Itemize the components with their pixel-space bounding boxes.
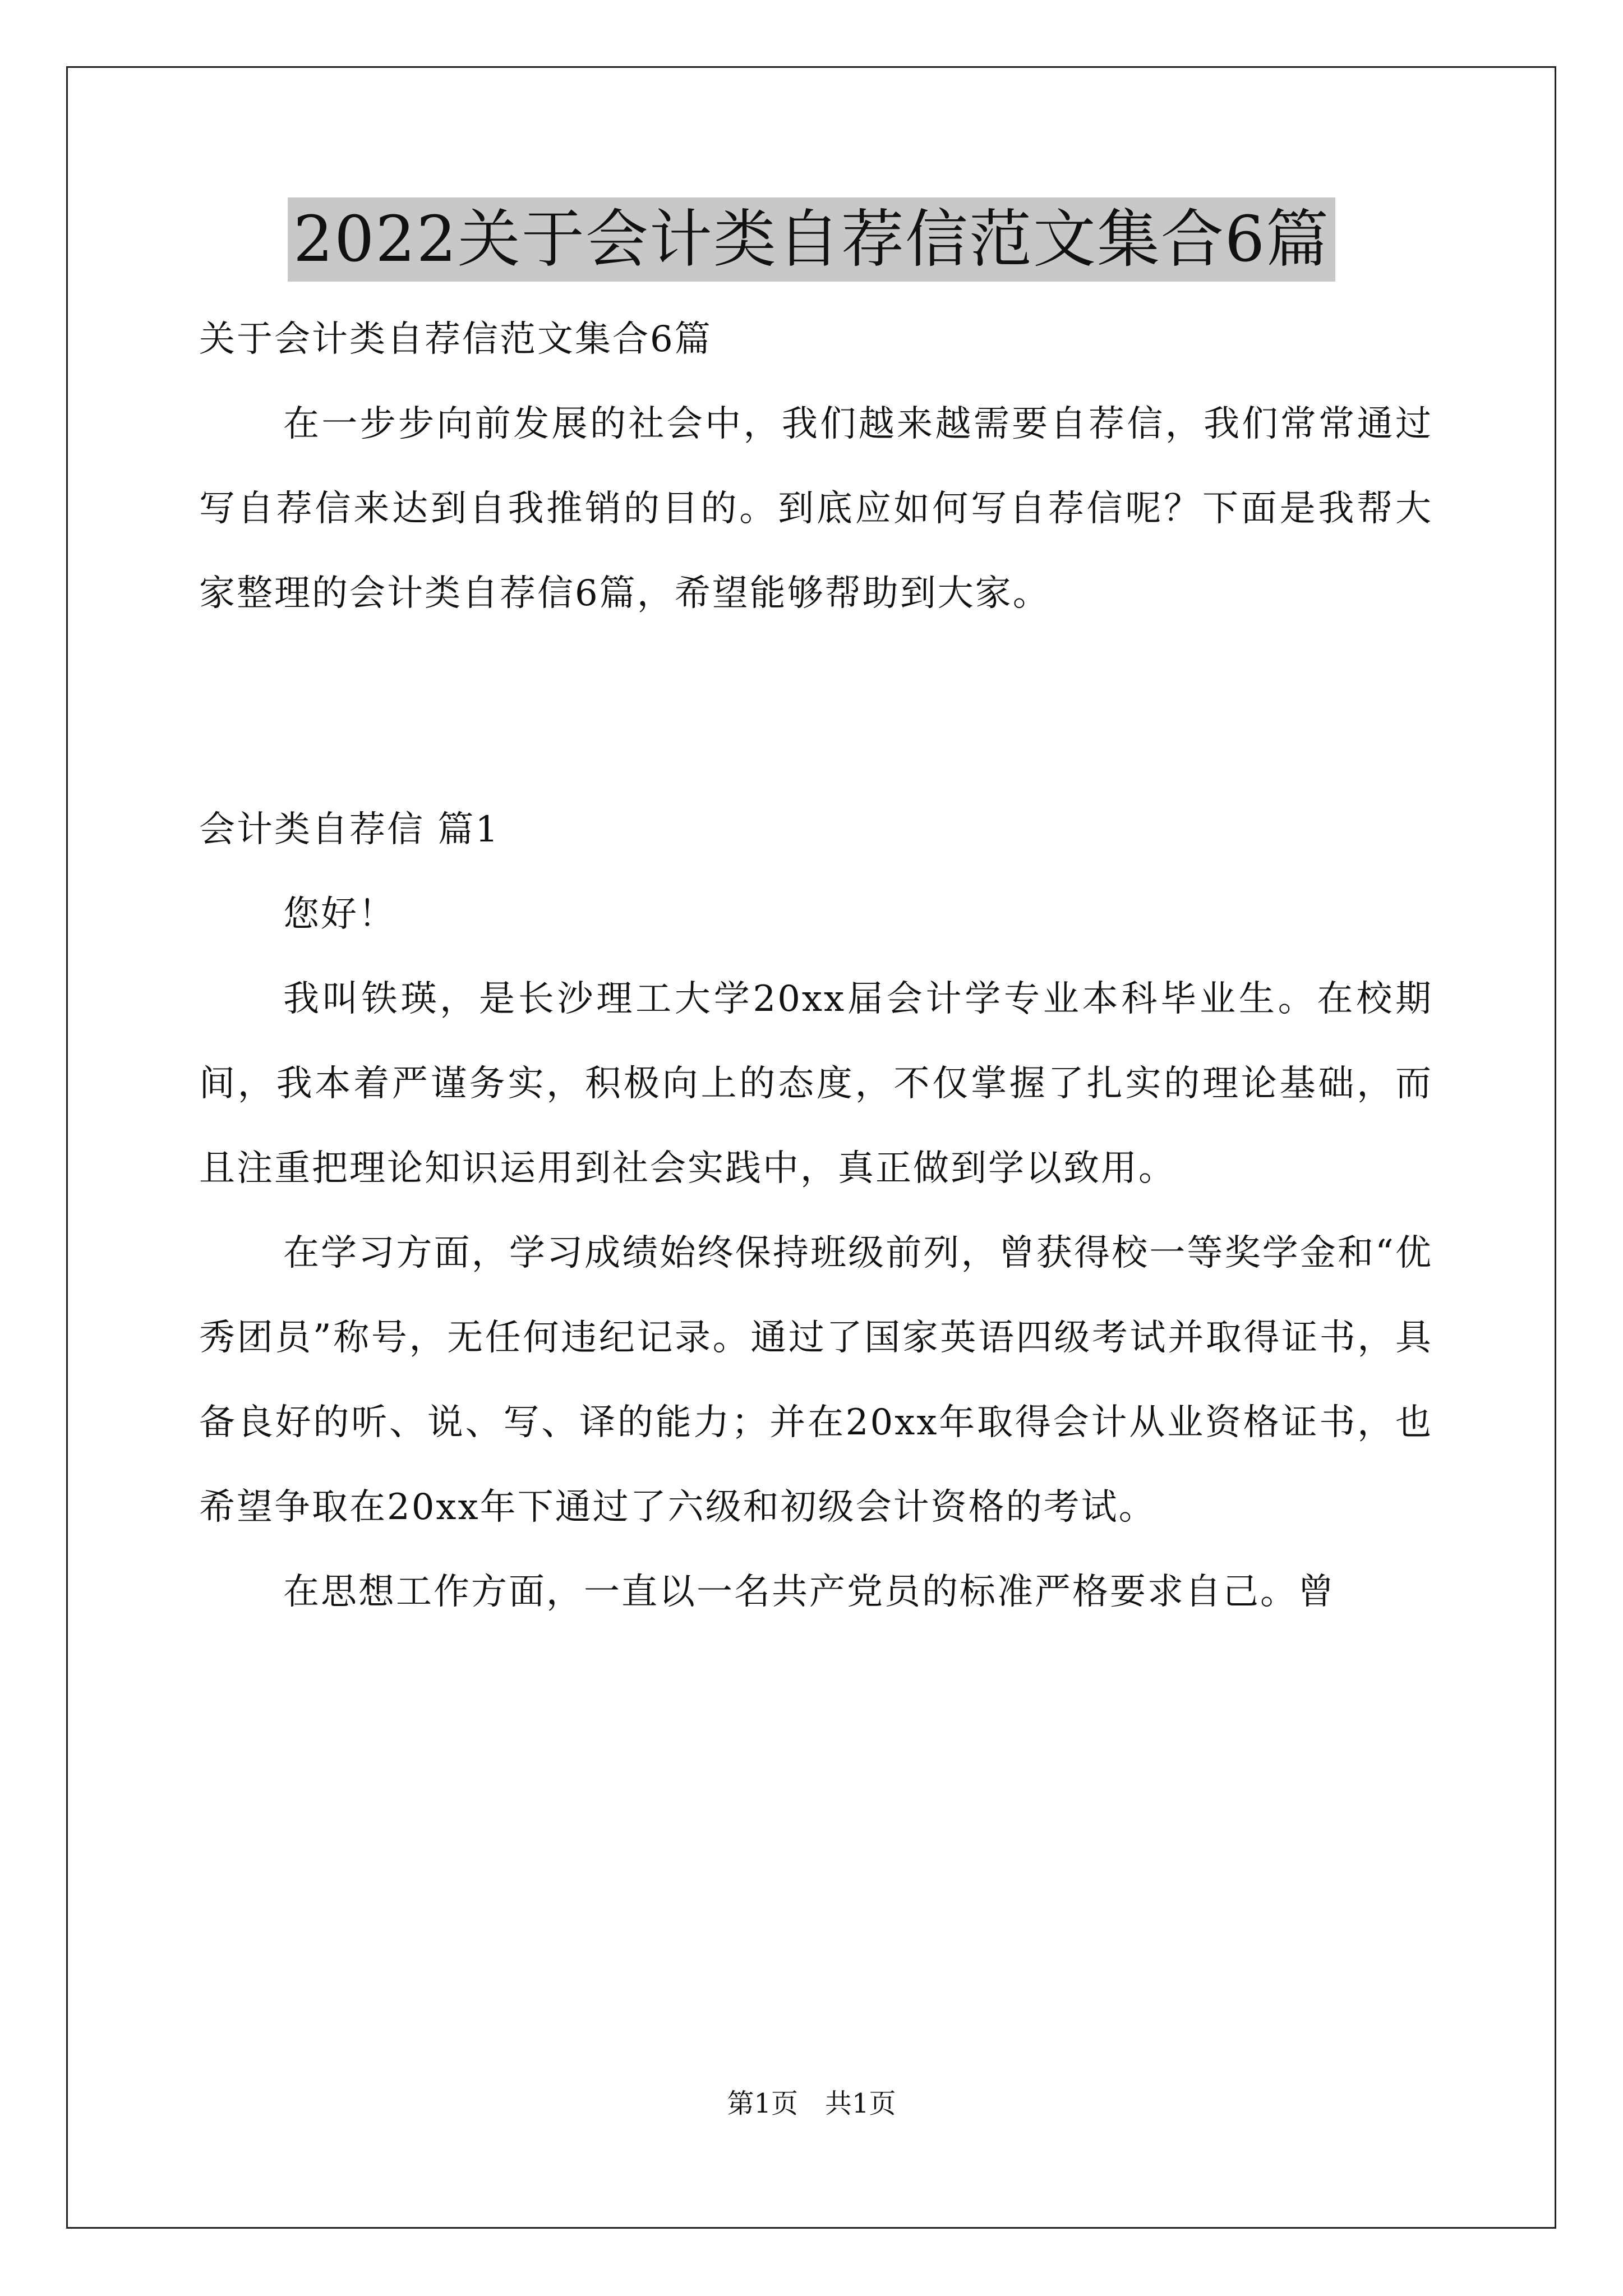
body-paragraph-1: 我叫铁瑛，是长沙理工大学20xx届会计学专业本科毕业生。在校期间，我本着严谨务实，积极向上的态度，不仅掌握了扎实的理论基础，而且注重把理论知识运用到社会实践中，真正做到学以致用。	[199, 978, 1433, 1189]
page-footer	[0, 2087, 1623, 2120]
greeting: 您好！	[283, 894, 396, 935]
document-body	[199, 297, 1433, 1635]
document-title: 2022关于会计类自荐信范文集合6篇	[288, 197, 1335, 282]
section-heading: 会计类自荐信 篇1	[199, 809, 500, 850]
page-number: 第1页 共1页	[727, 2088, 896, 2119]
intro-paragraph: 在一步步向前发展的社会中，我们越来越需要自荐信，我们常常通过写自荐信来达到自我推销的目的。到底应如何写自荐信呢？下面是我帮大家整理的会计类自荐信6篇，希望能够帮助到大家。	[199, 403, 1433, 614]
document-subtitle: 关于会计类自荐信范文集合6篇	[199, 319, 712, 360]
title-container	[0, 197, 1623, 282]
body-paragraph-2: 在学习方面，学习成绩始终保持班级前列，曾获得校一等奖学金和“优秀团员”称号，无任何违纪记录。通过了国家英语四级考试并取得证书，具备良好的听、说、写、译的能力；并在20xx年取得会计从业资格证书，也希望争取在20xx年下通过了六级和初级会计资格的考试。	[199, 1232, 1433, 1528]
body-paragraph-3: 在思想工作方面，一直以一名共产党员的标准严格要求自己。曾	[283, 1571, 1335, 1613]
